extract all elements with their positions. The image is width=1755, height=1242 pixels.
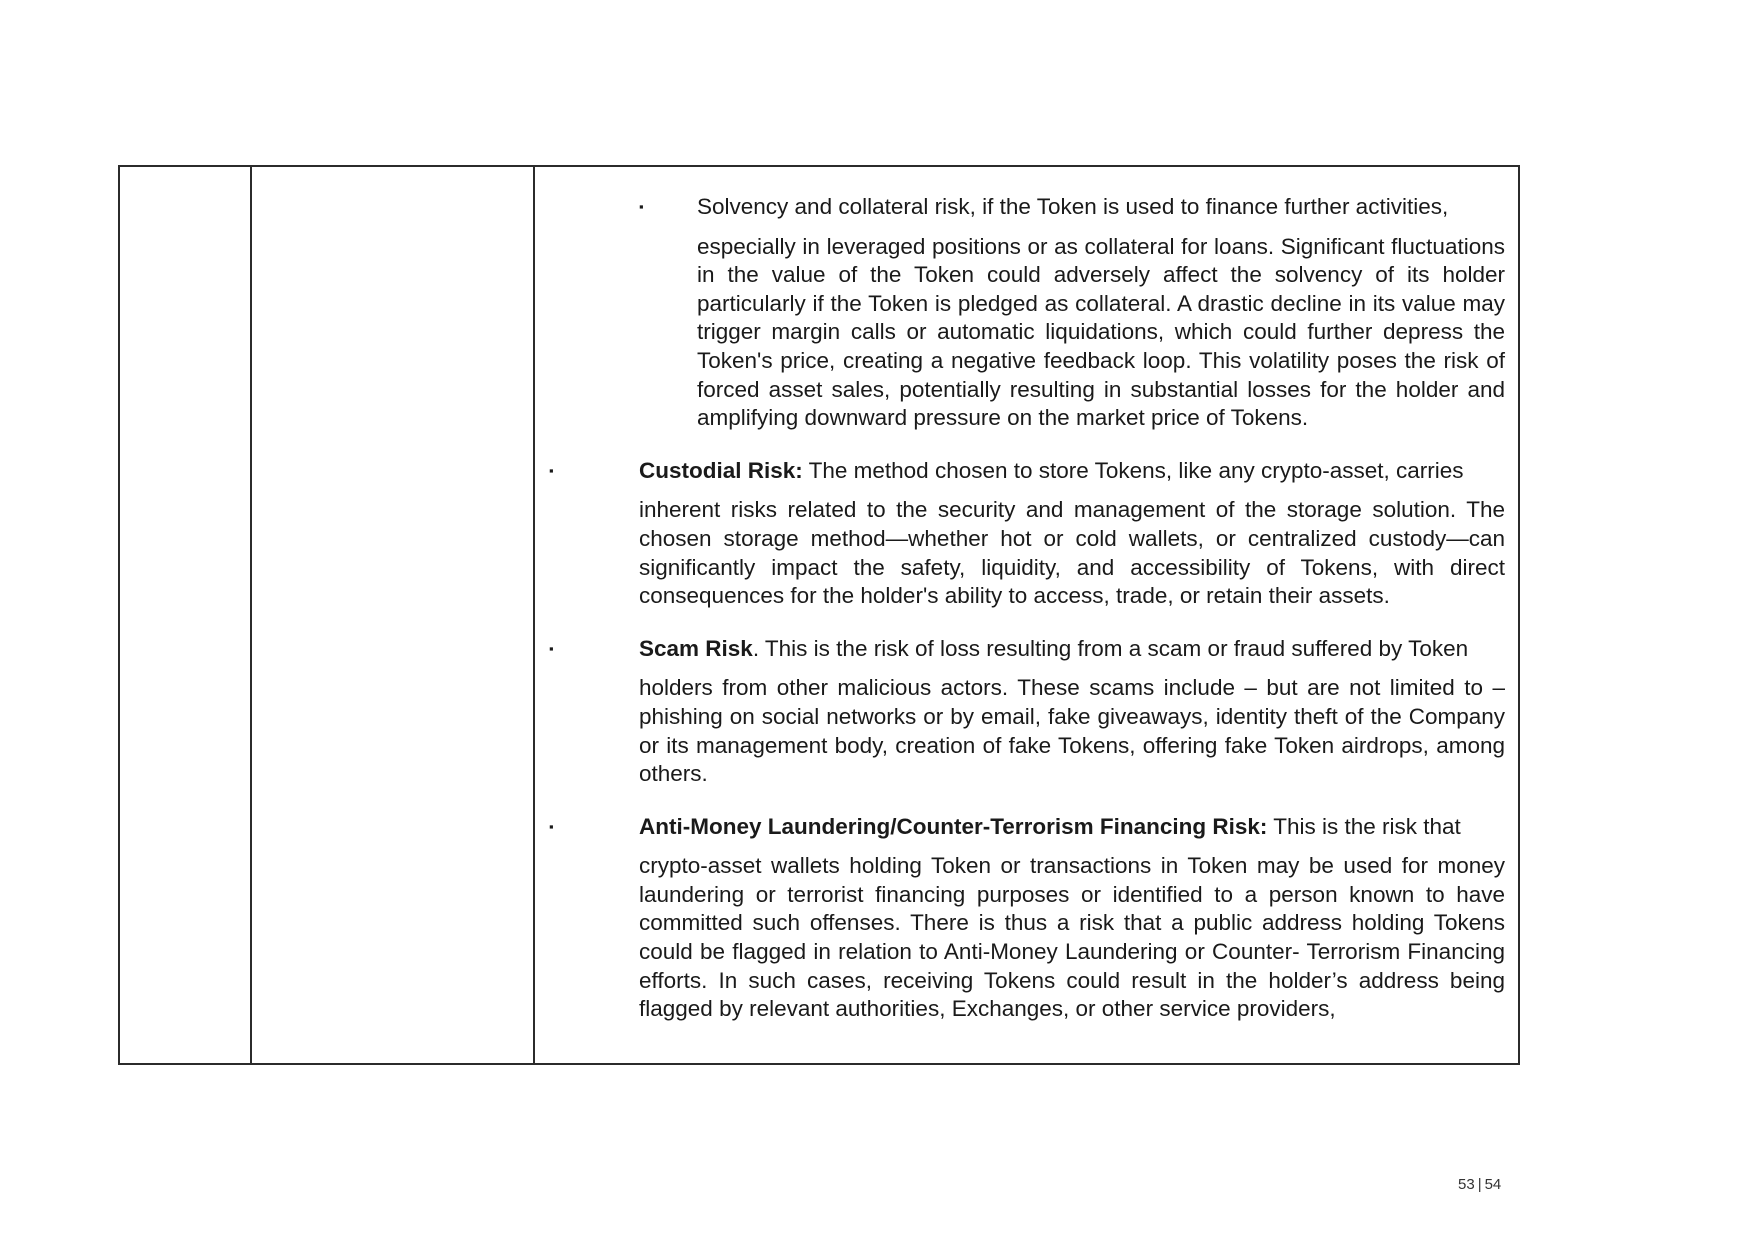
item-title: Scam Risk xyxy=(639,635,753,661)
list-item-scam-risk xyxy=(535,635,1505,789)
table-cell-content xyxy=(534,166,1519,1064)
list-item-custodial-risk xyxy=(535,457,1505,611)
page-number xyxy=(1458,1176,1501,1193)
table-cell-empty-2 xyxy=(251,166,534,1064)
item-text: holders from other malicious actors. These scams include – but are not limited to – phishing on social networks or by email, fake giveaways, identity theft of the Company or its management body, creation of fake Tokens, offering fake Token airdrops, among others. xyxy=(639,675,1505,787)
item-text: inherent risks related to the security and management of the storage solution. The chosen storage method—whether hot or cold wallets, or centralized custody—can significantly impact the safety, liquidity, and accessibility of Tokens, with direct consequences for the holder's ability to access, trade, or retain their assets. xyxy=(639,497,1505,609)
item-first-line: This is the risk that xyxy=(1267,813,1461,839)
item-text: crypto-asset wallets holding Token or transactions in Token may be used for money laundering or terrorist financing purposes or identified to a person known to have committed such offenses. There is thus a risk that a public address holding Tokens could be flagged in relation to Anti-Money Laundering or Counter- Terrorism Financing efforts. In such cases, receiving Tokens could result in the holder’s address being flagged by relevant authorities, Exchanges, or other service providers, xyxy=(639,853,1505,1022)
bullet-icon: ▪ xyxy=(549,462,554,478)
table-row xyxy=(119,166,1519,1064)
item-first-line: . This is the risk of loss resulting from a scam or fraud suffered by Token xyxy=(752,635,1469,661)
item-first-line: The method chosen to store Tokens, like any crypto-asset, carries xyxy=(802,457,1464,483)
item-title: Custodial Risk: xyxy=(639,457,803,483)
item-title: Anti-Money Laundering/Counter-Terrorism Financing Risk: xyxy=(639,813,1268,839)
sub-bullet-solvency xyxy=(535,193,1505,433)
page-separator: | xyxy=(1477,1176,1482,1193)
table-cell-empty-1 xyxy=(119,166,251,1064)
bullet-icon: ▪ xyxy=(549,640,554,656)
bullet-icon: ▪ xyxy=(639,199,644,214)
list-item-aml-cft-risk xyxy=(535,813,1505,1024)
solvency-text: especially in leveraged positions or as collateral for loans. Significant fluctuations in the value of the Token could adversely affect the solvency of its holder particularly if the Token is pledged as collateral. A drastic decline in its value may trigger margin calls or automatic liquidations, which could further depress the Token's price, creating a negative feedback loop. This volatility poses the risk of forced asset sales, potentially resulting in substantial losses for the holder and amplifying downward pressure on the market price of Tokens. xyxy=(697,233,1505,431)
current-page: 53 xyxy=(1458,1176,1475,1193)
risk-table xyxy=(118,165,1520,1065)
risk-content xyxy=(535,167,1518,1024)
solvency-first-line: Solvency and collateral risk, if the Token is used to finance further activities, xyxy=(697,194,1449,219)
total-pages: 54 xyxy=(1484,1176,1502,1193)
bullet-icon: ▪ xyxy=(549,818,554,834)
